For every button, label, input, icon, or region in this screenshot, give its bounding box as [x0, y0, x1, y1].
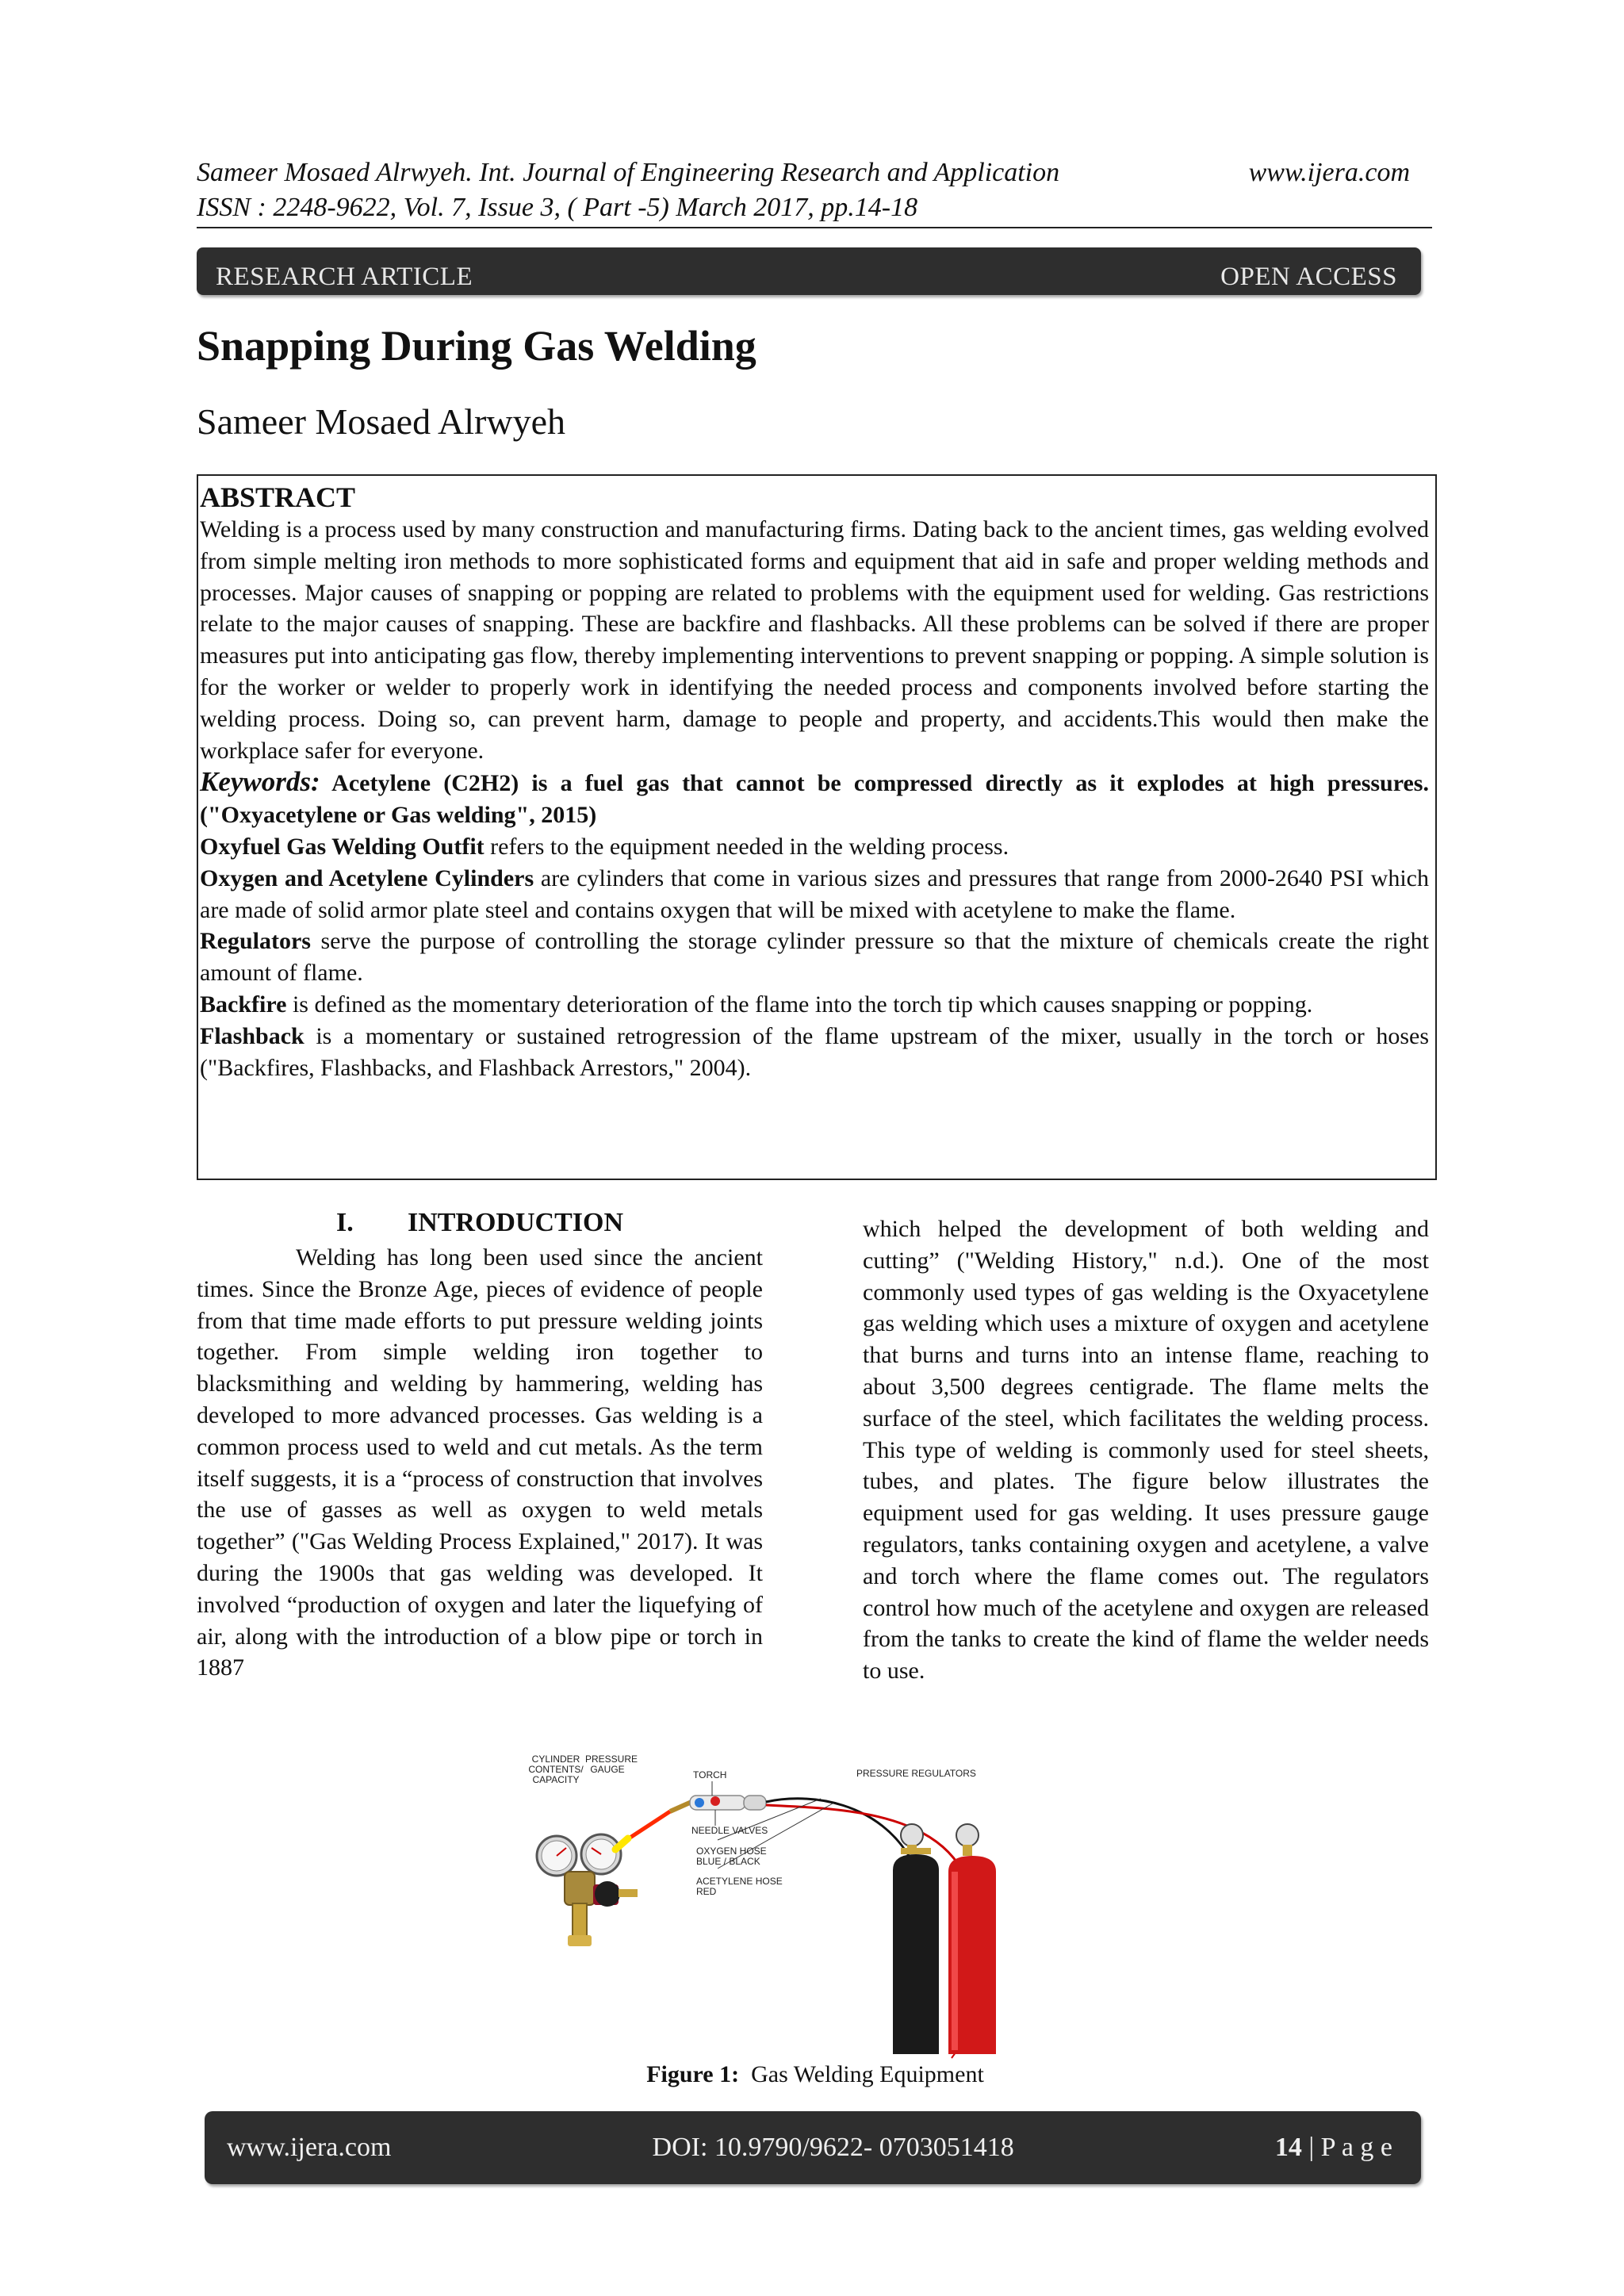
equipment-illustration — [508, 1753, 1126, 2062]
label-cylinder-contents: CYLINDER CONTENTS/ CAPACITY — [528, 1754, 584, 1785]
figure-caption — [197, 2059, 1434, 2091]
research-article-label: RESEARCH ARTICLE — [216, 263, 473, 291]
abstract-heading: ABSTRACT — [200, 481, 356, 513]
torch-icon — [615, 1796, 766, 1849]
running-header — [197, 155, 1410, 225]
intro-paragraph-right: which helped the development of both welding and cutting” ("Welding History," n.d.). One of the most commonly used types of gas welding is the Oxyacetylene gas welding which uses a mixture of oxygen and acetylene that burns and turns into an intense flame, reaching to about 3,500 degrees centigrade. The flame melts the surface of the steel, which facilitates the welding process. This type of welding is commonly used for steel sheets, tubes, and plates. The figure below illustrates the equipment used for gas welding. It uses pressure gauge regulators, tanks containing oxygen and acetylene, a valve and torch where the flame comes out. The regulators control how much of the acetylene and oxygen are released from the tanks to create the kind of flame the welder needs to use. — [863, 1216, 1429, 1685]
journal-citation: Sameer Mosaed Alrwyeh. Int. Journal of Engineering Research and Application — [197, 158, 1060, 187]
definition-item — [200, 989, 1429, 1021]
header-divider — [197, 227, 1432, 228]
caption-label: Figure 1: — [646, 2061, 740, 2087]
page-suffix: | P a g e — [1301, 2133, 1392, 2162]
definition-item — [200, 863, 1429, 926]
label-pressure-regulators: PRESSURE REGULATORS — [856, 1768, 976, 1779]
definition-term: Regulators — [200, 928, 311, 955]
intro-paragraph-left: Welding has long been used since the ancient times. Since the Bronze Age, pieces of evidence of people from that time made efforts to put pressure welding joints together. From simple welding iron together to blacksmithing and welding by hammering, welding has developed to more advanced processes. Gas welding is a common process used to weld and cut metals. As the term itself suggests, it is a “process of construction that involves the use of gasses as well as oxygen to weld metals together” ("Gas Welding Process Explained," 2017). It was during the 1900s that gas welding was developed. It involved “production of oxygen and later the liquefying of air, along with the introduction of a blow pipe or torch in 1887 — [197, 1244, 763, 1681]
label-torch: TORCH — [693, 1769, 727, 1780]
figure-gas-welding-equipment — [508, 1753, 1126, 2062]
article-type-banner — [197, 247, 1421, 295]
keywords-paragraph — [200, 766, 1429, 831]
abstract-body: Welding is a process used by many construction and manufacturing firms. Dating back to the ancient times, gas welding evolved from simple melting iron methods to more sophisticated forms and equipment that aid in safe and proper welding methods and processes. Major causes of snapping or popping are related to problems with the equipment used for welding. Gas restrictions relate to the major causes of snapping. These are backfire and flashbacks. All these problems can be solved if there are proper measures put into anticipating gas flow, thereby implementing interventions to prevent snapping or popping. A simple solution is for the worker or welder to properly work in identifying the needed process and components involved before starting the welding process. Doing so, can prevent harm, damage to people and property, and accidents.This would then make the workplace safer for everyone. — [200, 516, 1429, 764]
keywords-label: Keywords: — [200, 766, 320, 798]
caption-text: Gas Welding Equipment — [751, 2061, 984, 2087]
label-pressure-gauge: PRESSURE GAUGE — [585, 1754, 638, 1775]
definition-term: Oxygen and Acetylene Cylinders — [200, 864, 534, 891]
page-footer — [205, 2111, 1421, 2184]
definition-text: is a momentary or sustained retrogression of the flame upstream of the mixer, usually in the torch or hoses ("Backfires, Flashbacks, and Flashback Arrestors," 2004). — [200, 1022, 1429, 1081]
definition-term: Flashback — [200, 1022, 304, 1049]
definition-term: Backfire — [200, 991, 287, 1018]
definition-term: Oxyfuel Gas Welding Outfit — [200, 833, 485, 860]
author-name: Sameer Mosaed Alrwyeh — [197, 401, 565, 442]
intro-left-column — [197, 1205, 763, 1684]
open-access-label: OPEN ACCESS — [1220, 263, 1397, 291]
label-needle-valves: NEEDLE VALVES — [691, 1825, 768, 1836]
page-number-value: 14 — [1274, 2133, 1302, 2162]
footer-website[interactable]: www.ijera.com — [227, 2133, 392, 2162]
definition-item — [200, 831, 1429, 863]
definition-text: serve the purpose of controlling the storage cylinder pressure so that the mixture of chemicals create the right amount of flame. — [200, 928, 1429, 987]
journal-website[interactable]: www.ijera.com — [1248, 158, 1410, 187]
page-number — [1275, 2133, 1392, 2163]
definition-item — [200, 1021, 1429, 1084]
definition-item — [200, 926, 1429, 989]
intro-right-column — [863, 1213, 1429, 1687]
definition-text: are cylinders that come in various sizes and pressures that range from 2000-2640 PSI which are made of solid armor plate steel and contains oxygen that will be mixed with acetylene to make the flame. — [200, 864, 1429, 923]
definition-text: is defined as the momentary deterioration of the flame into the torch tip which causes snapping or popping. — [286, 991, 1313, 1018]
abstract-box — [197, 474, 1437, 1180]
oxygen-cylinder-icon — [893, 1824, 939, 2054]
label-oxygen-hose: OXYGEN HOSE BLUE / BLACK — [696, 1846, 767, 1867]
issn-line: ISSN : 2248-9622, Vol. 7, Issue 3, ( Part -5) March 2017, pp.14-18 — [197, 193, 918, 222]
footer-doi[interactable]: DOI: 10.9790/9622- 0703051418 — [652, 2133, 1014, 2162]
label-acetylene-hose: ACETYLENE HOSE RED — [696, 1876, 783, 1897]
regulator-assembly-icon — [537, 1834, 638, 1946]
section-number: I. — [335, 1208, 354, 1237]
section-title: INTRODUCTION — [407, 1208, 624, 1237]
definition-text: refers to the equipment needed in the welding process. — [484, 833, 1009, 860]
keywords-text: Acetylene (C2H2) is a fuel gas that cannot be compressed directly as it explodes at high pressures. ("Oxyacetylene or Gas welding", 2015) — [200, 770, 1429, 829]
section-heading — [197, 1205, 763, 1240]
paper-title: Snapping During Gas Welding — [197, 322, 756, 370]
